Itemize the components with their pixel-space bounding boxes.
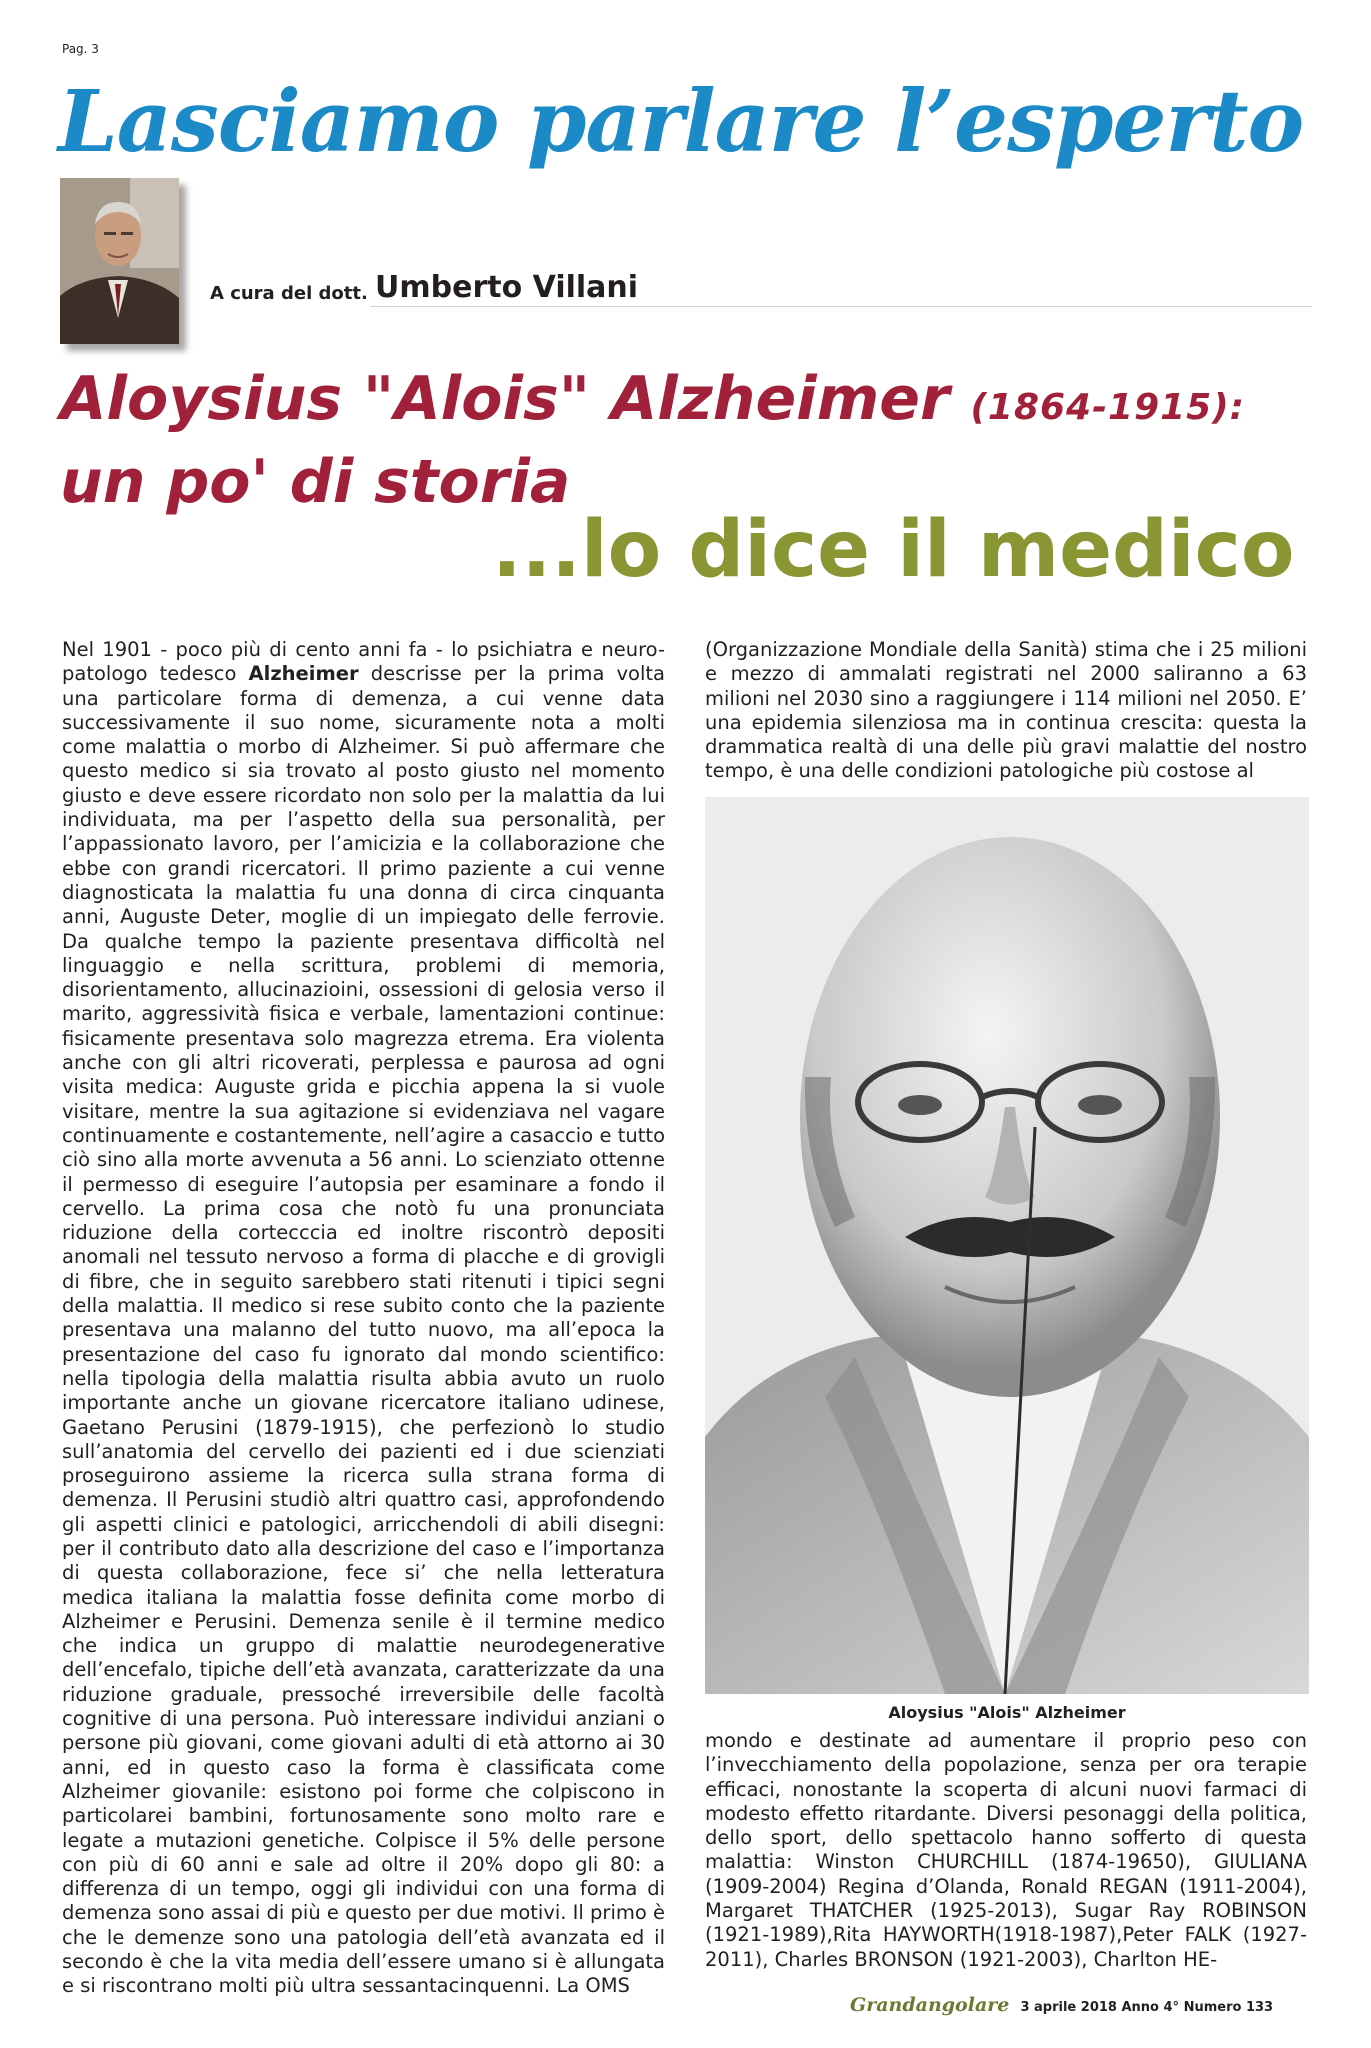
body-text-intro: Nel 1901 - poco più di cento anni fa - lo psichiatra e neuro-patologo tedesco bbox=[62, 638, 665, 686]
article-title-line1: Aloysius "Alois" Alzheimer bbox=[60, 364, 950, 434]
section-title: Lasciamo parlare l’esperto bbox=[58, 72, 1304, 172]
author-photo-image bbox=[60, 178, 179, 344]
byline-prefix: A cura del dott. bbox=[210, 283, 368, 304]
body-text-continued: descrisse per la prima volta una particolare forma di demenza, a cui venne data successivamente il suo nome, sicuramente nota a molti come malattia o morbo di Alzheimer. Si può affermare che questo medico si sia trovato al posto giusto nel momento giusto e deve essere ricordato non solo per la malattia da lui individuata, ma per l’aspetto della sua personalità, per l’appassionato lavoro, per l’amicizia e la collaborazione che ebbe con grandi ricercatori. Il primo paziente a cui venne diagnosticata la malattia fu una donna di circa cinquanta anni, Auguste Deter, moglie di un impiegato delle ferrovie. Da qualche tempo la paziente presentava difficoltà nel linguaggio e nella scrittura, problemi di memoria, disorientamento, allucinazioini, ossessioni di gelosia verso il marito, aggressività fisica e verbale, lamentazioni continue: fisicamente presentava solo magrezza etrema. Era violenta anche con gli altri ricoverati, perplessa e paurosa ad ogni visita medica: Auguste grida e picchia appena la si vuole visitare, mentre la sua agitazione si evidenziava nel vagare continuamente e costantemente, nell’agire a casaccio e tutto ciò sino alla morte avvenuta a 56 anni. Lo scienziato ottenne il permesso di eseguire l’autopsia per esaminare a fondo il cervello. La prima cosa che notò fu una pronunciata riduzione della cortecccia ed inoltre riscontrò depositi anomali nel tessuto nervoso a forma di placche e di grovigli di fibre, che in seguito sarebbero stati ritenuti i tipici segni della malattia. Il medico si rese subito conto che la paziente presentava una malanno del tutto nuovo, ma all’epoca la presentazione del caso fu ignorato dal mondo scientifico: nella tipologia della malattia risulta abbia avuto un ruolo importante anche un giovane ricercatore italiano udinese, Gaetano Perusini (1879-1915), che perfezionò lo studio sull’anatomia del cervello dei pazienti ed i due scienziati proseguirono assieme la ricerca sulla strana forma di demenza. Il Perusini studiò altri quattro casi, approfondendo gli aspetti clinici e patologici, arricchendoli di abili disegni: per il contributo dato alla descrizione del caso e l’importanza di questa collaborazione, fece si’ che nella letteratura medica italiana la malattia fosse definita come morbo di Alzheimer e Perusini. Demenza senile è il termine medico che indica un gruppo di malattie neurodegenerative dell’encefalo, tipiche dell’età avanzata, caratterizzate da una riduzione graduale, pressoché irreversibile delle facoltà cognitive di una persona. Può interessare individui anziani o persone più giovani, come giovani adulti di età attorno ai 30 anni, ed in questo caso la forma è classificata come Alzheimer giovanile: esistono poi forme che colpiscono in particolarei bambini, fortunosamente sono molto rare e legate a mutazioni genetiche. Colpisce il 5% delle persone con più di 60 anni e sale ad oltre il 20% dopo gli 80: a differenza di un tempo, oggi gli individui con una forma di demenza sono assai di più e questo per due motivi. Il primo è che le demenze sono una patologia dell’età avanzata ed il secondo è che la vita media dell’essere umano si è allungata e si riscontrano molti più ultra sessantacinquenni. La OMS bbox=[62, 662, 665, 1998]
article-title-line2: un po' di storia bbox=[60, 447, 571, 517]
footer-issue-info: 3 aprile 2018 Anno 4° Numero 133 bbox=[1020, 2000, 1274, 2015]
page-number: Pag. 3 bbox=[62, 42, 99, 56]
article-body-right-column-bottom: mondo e destinate ad aumentare il proprio peso con l’invecchiamento della popolazione, senza per ora terapie efficaci, nonostante la scoperta di alcuni nuovi farmaci di modesto effetto ritardante. Diversi pesonaggi della politica, dello sport, dello spettacolo hanno sofferto di questa malattia: Winston CHURCHILL (1874-19650), GIULIANA (1909-2004) Regina d’Olanda, Ronald REGAN (1911-2004), Margaret THATCHER (1925-2013), Sugar Ray ROBINSON (1921-1989),Rita HAYWORTH(1918-1987),Peter FALK (1927-2011), Charles BRONSON (1921-2003), Charlton HE- bbox=[705, 1729, 1307, 1971]
portrait-image bbox=[705, 797, 1309, 1694]
author-photo bbox=[60, 178, 179, 344]
article-title bbox=[60, 362, 1245, 519]
body-text-bold-name: Alzheimer bbox=[248, 662, 359, 686]
footer-brand: Grandangolare bbox=[850, 1994, 1010, 2016]
page-footer bbox=[850, 1994, 1273, 2016]
article-title-dates: (1864-1915): bbox=[970, 387, 1246, 428]
article-body-left-column bbox=[62, 638, 665, 1999]
byline-divider bbox=[370, 306, 1312, 307]
article-kicker: ...lo dice il medico bbox=[492, 505, 1295, 595]
portrait-caption: Aloysius "Alois" Alzheimer bbox=[888, 1703, 1126, 1722]
article-body-right-column-top: (Organizzazione Mondiale della Sanità) stima che i 25 milioni e mezzo di ammalati registrati nel 2000 saliranno a 63 milioni nel 2030 sino a raggiungere i 114 milioni nel 2050. E’ una epidemia silenziosa ma in continua crescita: questa la drammatica realtà di una delle più gravi malattie del nostro tempo, è una delle condizioni patologiche più costose al bbox=[705, 638, 1307, 783]
alzheimer-portrait-photo bbox=[705, 797, 1309, 1694]
byline-author-name: Umberto Villani bbox=[375, 270, 639, 305]
